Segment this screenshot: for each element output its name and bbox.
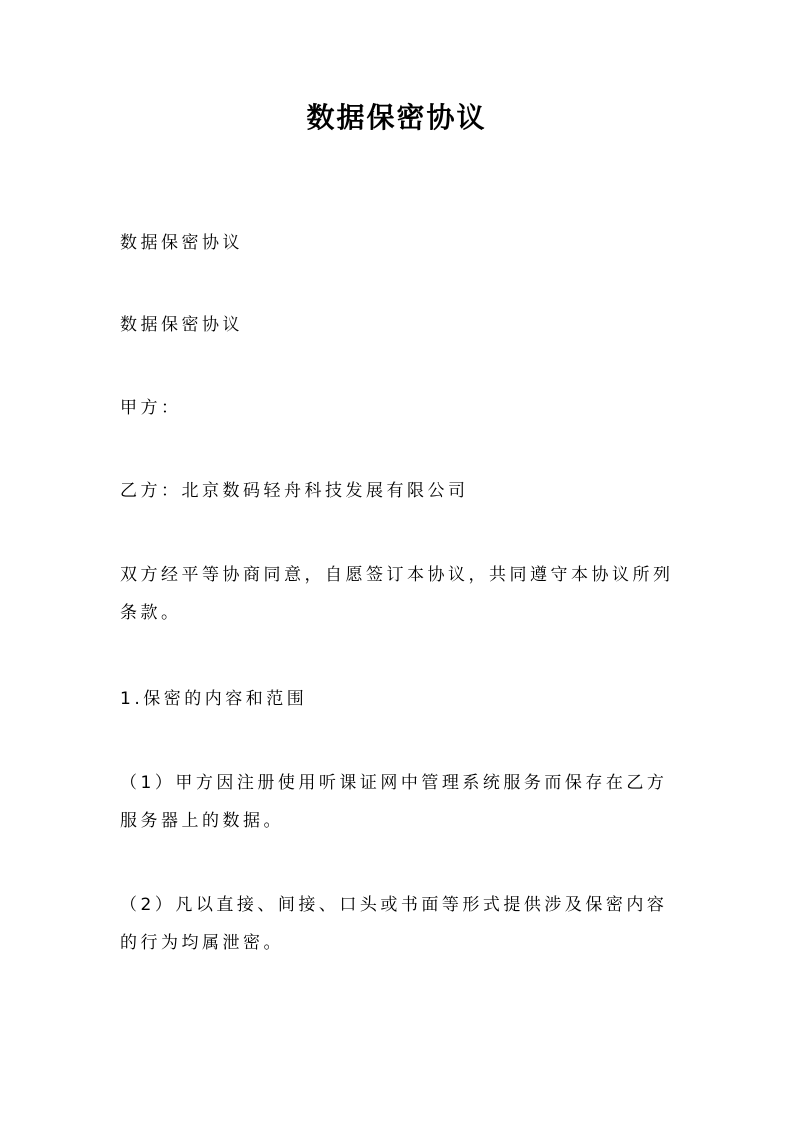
paragraph-heading-repeat-2: 数据保密协议 <box>120 315 243 335</box>
paragraph-heading-repeat-1: 数据保密协议 <box>120 233 243 253</box>
party-a-line: 甲方： <box>120 398 182 418</box>
agreement-intro-paragraph: 双方经平等协商同意，自愿签订本协议，共同遵守本协议所列条款。 <box>120 565 674 623</box>
party-b-line: 乙方：北京数码轻舟科技发展有限公司 <box>120 481 469 501</box>
document-title: 数据保密协议 <box>306 101 487 134</box>
section-heading-confidential-scope: 1.保密的内容和范围 <box>120 689 308 709</box>
clause-1-paragraph: （1）甲方因注册使用听课证网中管理系统服务而保存在乙方服务器上的数据。 <box>120 773 668 831</box>
clause-2-paragraph: （2）凡以直接、间接、口头或书面等形式提供涉及保密内容的行为均属泄密。 <box>120 895 668 953</box>
